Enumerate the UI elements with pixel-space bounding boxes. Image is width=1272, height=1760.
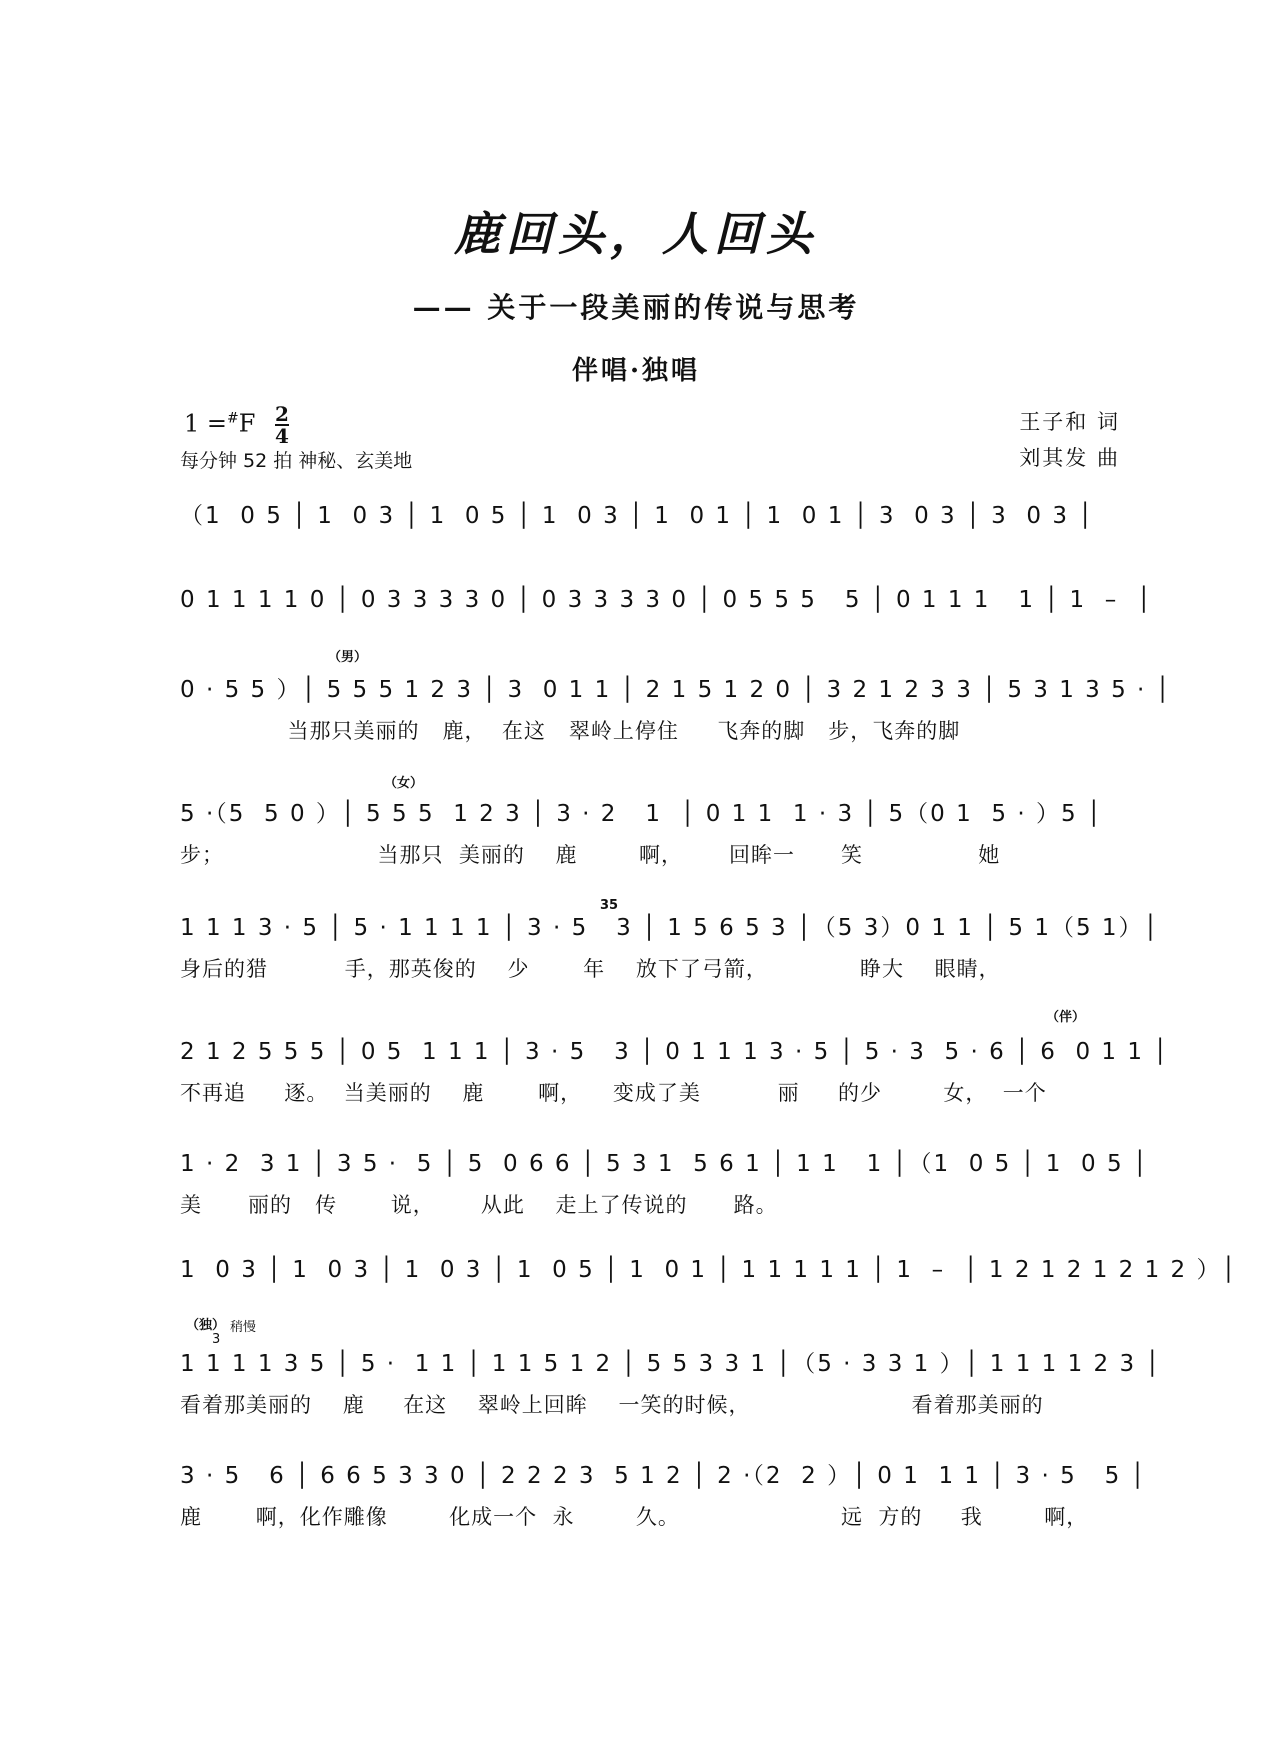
notation-line: 1 1 1 1 3 5 │ 5 · 1 1 │ 1 1 5 1 2 │ 5 5 3 3 1 │（5 · 3 3 1 ）│ 1 1 1 1 2 3 │ [180,1351,1162,1377]
notation-line: 2 1 2 5 5 5 │ 0 5 1 1 1 │ 3 · 5 3 │ 0 1 1 1 3 · 5 │ 5 · 3 5 · 6 │ 6 0 1 1 │ [180,1039,1170,1065]
triplet-mark: 3 [212,1332,221,1347]
part-mark-female: （女） [384,776,424,791]
tempo-slow-mark: 稍慢 [230,1320,257,1335]
lyrics-line: 步； 当那只 美丽的 鹿 啊， 回眸一 笑 她 [180,843,1001,867]
time-signature [275,404,289,446]
notation-line: 5 ·（5 5 0 ）│ 5 5 5 1 2 3 │ 3 · 2 1 │ 0 1 1 1 · 3 │ 5（0 1 5 · ）5 │ [180,801,1103,827]
score-system-7 [180,1150,1149,1220]
key-sharp: # [227,410,239,427]
grace-note-mark: 35 [600,898,619,913]
lyricist-credit: 王子和 词 [1019,410,1120,434]
notation-line: 1 · 2 3 1 │ 3 5 · 5 │ 5 0 6 6 │ 5 3 1 5 6 1 │ 1 1 1 │（1 0 5 │ 1 0 5 │ [180,1151,1149,1177]
notation-line: 3 · 5 6 │ 6 6 5 3 3 0 │ 2 2 2 3 5 1 2 │ 2 ·（2 2 ）│ 0 1 1 1 │ 3 · 5 5 │ [180,1463,1147,1489]
time-bottom: 4 [275,424,289,448]
composer-credit: 刘其发 曲 [1019,446,1120,470]
lyrics-line: 看着那美丽的 鹿 在这 翠岭上回眸 一笑的时候， 看着那美丽的 [180,1393,1044,1417]
part-mark-solo: （独） [186,1318,226,1333]
score-system-4 [180,800,1122,870]
lyrics-line: 美 丽的 传 说， 从此 走上了传说的 路。 [180,1193,778,1217]
notation-line: 1 0 3 │ 1 0 3 │ 1 0 3 │ 1 0 5 │ 1 0 1 │ 1 1 1 1 1 │ 1 – │ 1 2 1 2 1 2 1 2 ）│ [180,1257,1238,1283]
score-system-1 [180,502,1122,532]
score-system-3 [180,676,1172,746]
key-signature [184,404,289,446]
lyrics-line: 当那只美丽的 鹿， 在这 翠岭上停住 飞奔的脚 步，飞奔的脚 [180,719,961,743]
score-system-2 [180,586,1153,616]
lyrics-line: 鹿 啊，化作雕像 化成一个 永 久。 远 方的 我 啊， [180,1505,1089,1529]
score-system-6 [180,1038,1170,1108]
score-system-10 [180,1462,1147,1532]
notation-line: 1 1 1 3 · 5 │ 5 · 1 1 1 1 │ 3 · 5 3 │ 1 5 6 5 3 │（5 3）0 1 1 │ 5 1（5 1）│ [180,915,1160,941]
notation-line: （1 0 5 │ 1 0 3 │ 1 0 5 │ 1 0 3 │ 1 0 1 │ 1 0 1 │ 3 0 3 │ 3 0 3 │ [180,503,1095,529]
tempo-marking: 每分钟 52 拍 神秘、玄美地 [180,450,413,472]
score-system-5 [180,914,1160,984]
notation-line: 0 · 5 5 ）│ 5 5 5 1 2 3 │ 3 0 1 1 │ 2 1 5 1 2 0 │ 3 2 1 2 3 3 │ 5 3 1 3 5 · │ [180,677,1172,703]
notation-line: 0 1 1 1 1 0 │ 0 3 3 3 3 0 │ 0 3 3 3 3 0 │ 0 5 5 5 5 │ 0 1 1 1 1 │ 1 – │ [180,587,1153,613]
song-subtitle: —— 关于一段美丽的传说与思考 [412,291,860,324]
key-label: 1 = [184,409,228,438]
part-mark-backing: （伴） [1046,1010,1086,1025]
lyrics-line: 身后的猎 手，那英俊的 少 年 放下了弓箭， 睁大 眼睛， [180,957,1001,981]
song-title: 鹿回头，人回头 [454,207,818,261]
time-top: 2 [275,402,289,426]
lyrics-line: 不再追 逐。 当美丽的 鹿 啊， 变成了美 丽 的少 女， 一个 [180,1081,1047,1105]
key-note: F [238,409,256,438]
part-mark-male: （男） [328,650,368,665]
performance-type: 伴唱·独唱 [571,356,701,386]
score-system-9 [180,1350,1162,1420]
score-system-8 [180,1256,1238,1286]
